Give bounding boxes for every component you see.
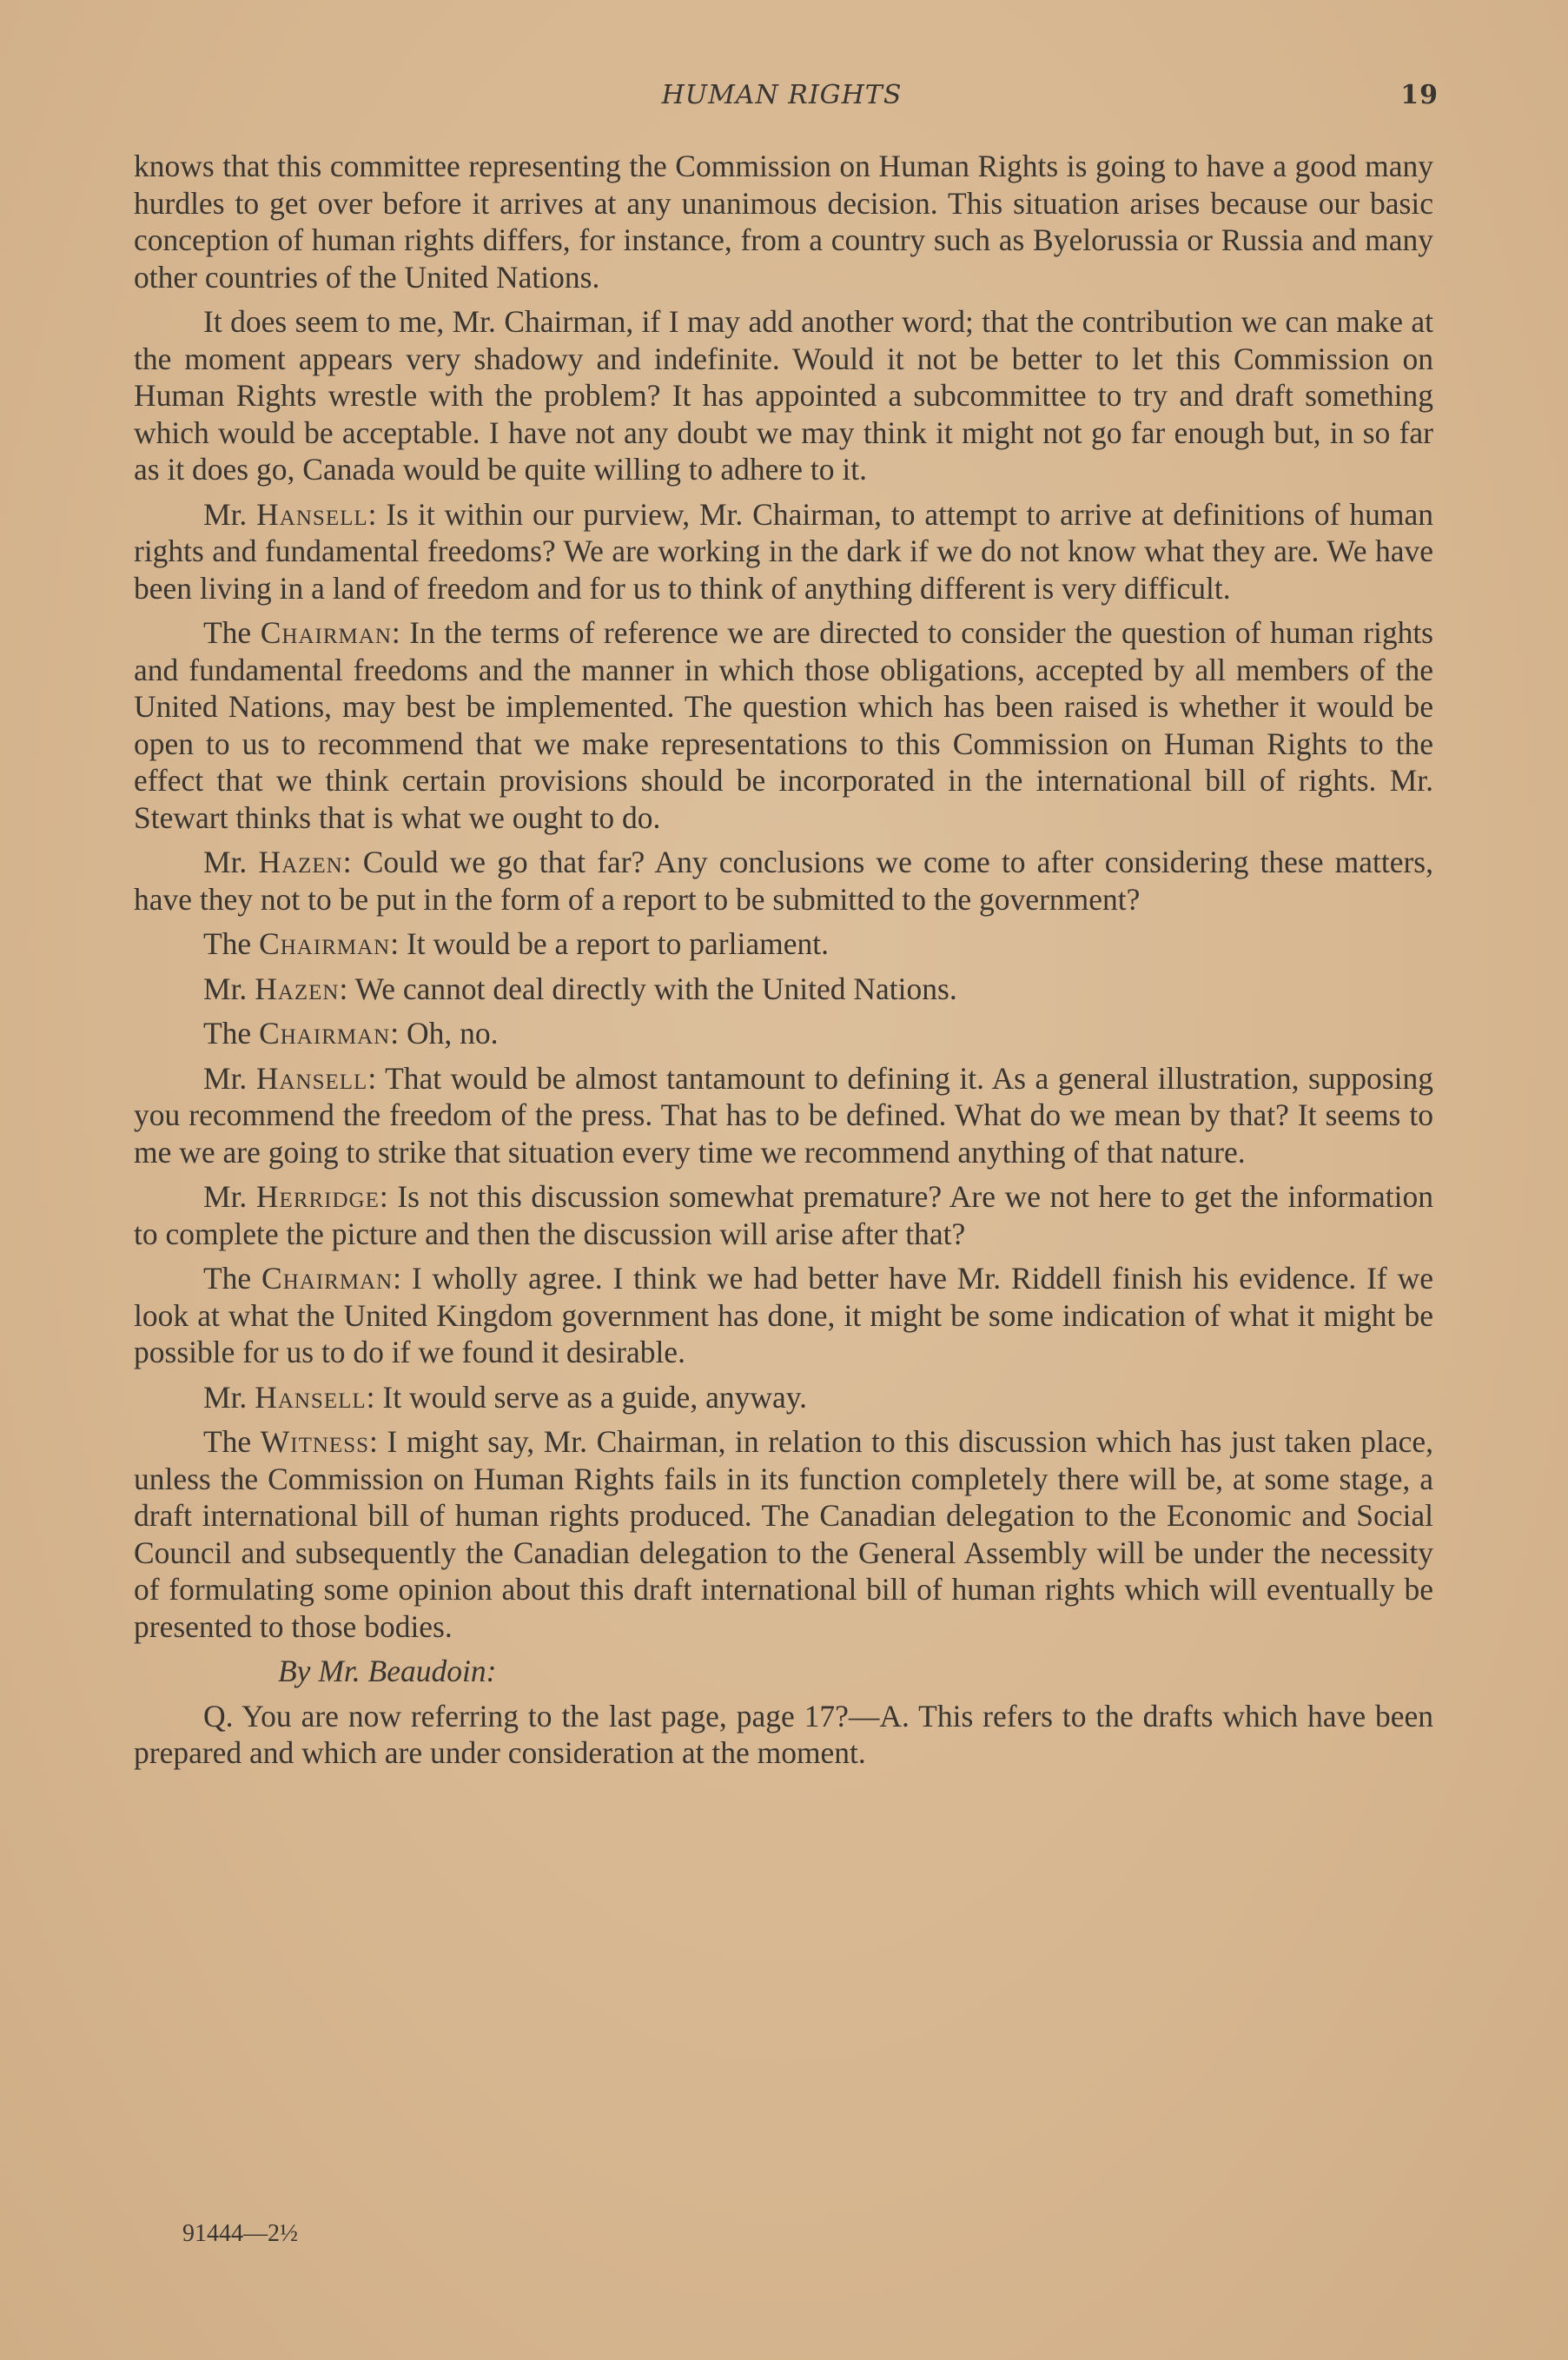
question-answer: Q. You are now referring to the last page, page 17?—A. This refers to the drafts which have been prepared and which are under consideration at the moment. [134, 1698, 1433, 1770]
body-text [134, 148, 1433, 1780]
speech-paragraph: The Witness: I might say, Mr. Chairman, in relation to this discussion which has just taken place, unless the Commission on Human Rights fails in its function completely there will be, at some stage, a draft international bill of human rights produced. The Canadian delegation to the Economic and Social Council and subsequently the Canadian delegation to the General Assembly will be under the necessity of formulating some opinion about this draft international bill of human rights which will eventually be presented to those bodies. [134, 1424, 1433, 1644]
header-title: HUMAN RIGHTS [661, 80, 903, 110]
paragraph: It does seem to me, Mr. Chairman, if I may add another word; that the contribution we can make at the moment appears very shadowy and indefinite. Would it not be better to let this Commission on Human Rights wrestle with the problem? It has appointed a subcommittee to try and draft something which would be acceptable. I have not any doubt we may think it might not go far enough but, in so far as it does go, Canada would be quite willing to adhere to it. [134, 304, 1433, 487]
speech-paragraph: Mr. Hazen: We cannot deal directly with the United Nations. [203, 971, 957, 1006]
speech-paragraph: Mr. Herridge: Is not this discussion somewhat premature? Are we not here to get the information to complete the picture and then the discussion will arise after that? [134, 1179, 1433, 1251]
speaker-name: Chairman [261, 1261, 394, 1296]
paragraph: knows that this committee representing the Commission on Human Rights is going to have a good many hurdles to get over before it arrives at any unanimous decision. This situation arises because our basic conception of human rights differs, for instance, from a country such as Byelorussia or Russia and many other countries of the United Nations. [134, 149, 1433, 295]
page-number: 19 [1400, 80, 1439, 110]
speaker-name: Hazen [258, 845, 343, 879]
print-code: 91444—2½ [182, 2220, 298, 2247]
examiner-byline: By Mr. Beaudoin: [278, 1654, 497, 1688]
speaker-name: Chairman [259, 926, 391, 961]
speaker-name: Hansell [256, 496, 368, 532]
speaker-name: Chairman [259, 1016, 391, 1051]
speech-paragraph: The Chairman: It would be a report to parliament. [203, 926, 829, 961]
speaker-name: Herridge [255, 1179, 380, 1214]
speaker-name: Hansell [255, 1379, 367, 1415]
speaker-name: Hazen [255, 971, 340, 1006]
speech-paragraph: Mr. Hansell: It would serve as a guide, anyway. [203, 1379, 808, 1415]
speech-paragraph: The Chairman: In the terms of reference we are directed to consider the question of human rights and fundamental freedoms and the manner in which those obligations, accepted by all members of the United Nations, may best be implemented. The question which has been raised is whether it would be open to us to recommend that we make representations to this Commission on Human Rights to the effect that we think certain provisions should be incorporated in the international bill of rights. Mr. Stewart thinks that is what we ought to do. [134, 615, 1433, 835]
speaker-name: Chairman [260, 615, 392, 650]
running-header [130, 80, 1439, 123]
speech-paragraph: The Chairman: Oh, no. [203, 1016, 499, 1051]
speech-paragraph: Mr. Hansell: That would be almost tantamount to defining it. As a general illustration, supposing you recommend the freedom of the press. That has to be defined. What do we mean by that? It seems to me we are going to strike that situation every time we recommend anything of that nature. [134, 1060, 1433, 1170]
document-page [130, 70, 1439, 2329]
speaker-name: Hansell [255, 1060, 368, 1096]
speech-paragraph: The Chairman: I wholly agree. I think we had better have Mr. Riddell finish his evidence. If we look at what the United Kingdom government has done, it might be some indication of what it might be possible for us to do if we found it desirable. [134, 1261, 1433, 1369]
speech-paragraph: Mr. Hazen: Could we go that far? Any conclusions we come to after considering these matters, have they not to be put in the form of a report to be submitted to the government? [134, 845, 1433, 917]
speaker-name: Witness [260, 1424, 370, 1459]
speech-paragraph: Mr. Hansell: Is it within our purview, Mr. Chairman, to attempt to arrive at definitions of human rights and fundamental freedoms? We are working in the dark if we do not know what they are. We have been living in a land of freedom and for us to think of anything different is very difficult. [134, 496, 1433, 606]
